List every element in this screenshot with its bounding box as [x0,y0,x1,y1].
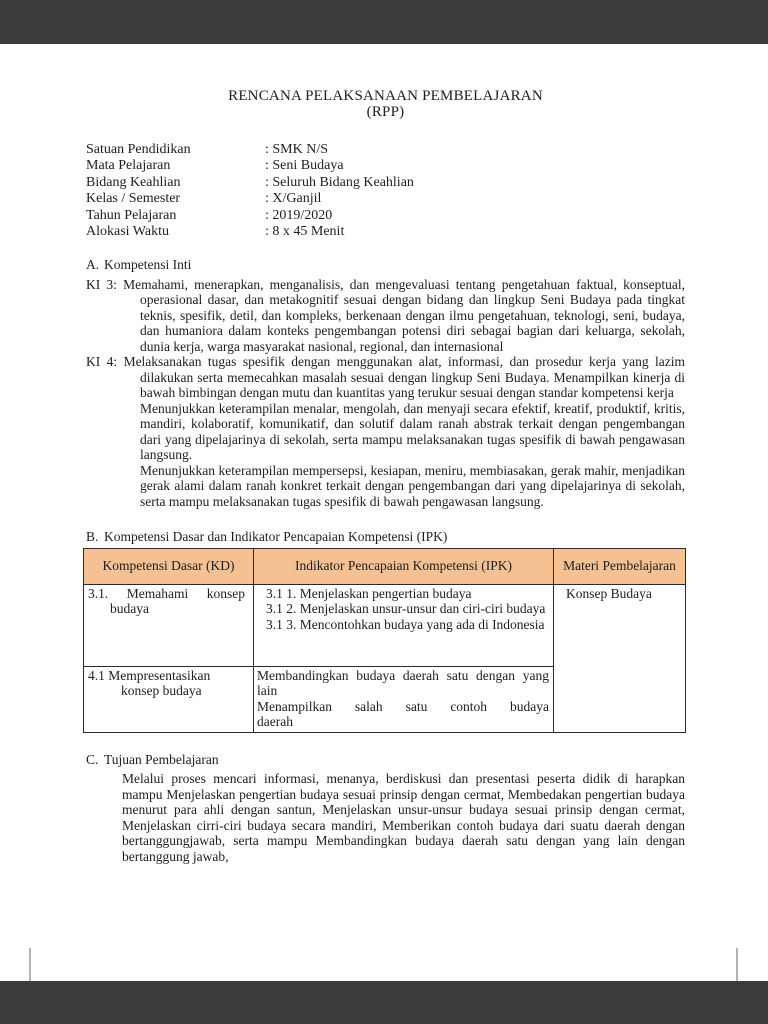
document-page [86,88,685,864]
kd-cell-1 [84,584,254,666]
ipk-number: 3.1 1. [266,585,297,601]
ki4-paragraph-1 [86,354,685,401]
ipk-number: 3.1 3. [266,616,297,632]
meta-row [86,158,685,174]
kd-number: 4.1 [88,667,105,683]
kd-cell-2 [84,666,254,732]
section-letter: A. [86,257,100,273]
section-title: Tujuan Pembelajaran [104,751,219,767]
kd-number: 3.1. [88,585,109,601]
ipk-text: Menjelaskan unsur-unsur dan ciri-ciri budaya [299,601,546,617]
ipk-paragraph: Membandingkan budaya daerah satu dengan yang lain [257,667,549,699]
meta-label: Kelas / Semester [86,191,181,207]
meta-value: 8 x 45 Menit [272,224,345,240]
meta-row [86,191,685,207]
meta-label: Bidang Keahlian [86,174,181,190]
ki4-paragraph-3: Menunjukkan keterampilan mempersepsi, kesiapan, meniru, membiasakan, gerak mahir, menjadikan gerak alami dalam ranah konkret terkait dengan pengembangan dari yang dipelajarinya di sekolah, serta mampu melaksanakan tugas spesifik di bawah pengawasan langsung. [140,462,685,509]
ki3-text: Memahami, menerapkan, menganalisis, dan mengevaluasi tentang pengetahuan faktual, konseptual, operasional dasar, dan metakognitif sesuai dengan bidang dan lingkup Seni Budaya pada tingkat teknis, spesifik, detil, dan kompleks, berkenaan dengan ilmu pengetahuan, teknologi, seni, budaya, dan humaniora dalam konteks pengembangan potensi diri sebagai bagian dari keluarga, sekolah, dunia kerja, warga masyarakat nasional, regional, dan internasional [123,276,686,354]
meta-row [86,224,685,240]
meta-label: Satuan Pendidikan [86,142,191,157]
ki4-text-1: Melaksanakan tugas spesifik dengan menggunakan alat, informasi, dan prosedur kerja yang lazim dilakukan serta memecahkan masalah sesuai dengan lingkup Seni Budaya. Menampilkan kinerja di bawah bimbingan dengan mutu dan kuantitas yang terukur sesuai dengan standar kompetensi kerja [123,354,686,401]
tujuan-paragraph: Melalui proses mencari informasi, menanya, berdiskusi dan presentasi peserta didik di harapkan mampu Menjelaskan pengertian budaya sesuai prinsip dengan cermat, Membedakan pengertian budaya menurut para ahli dengan santun, Menjelaskan unsur-unsur budaya sesuai prinsip dengan cermat, Menjelaskan cirri-ciri budaya secara mandiri, Memberikan contoh budaya dari suatu daerah dengan bertanggungjawab, serta mampu Membandingkan budaya daerah satu dengan yang lain dengan bertanggung jawab, [122,771,685,864]
meta-colon: : [265,158,269,174]
meta-value: Seluruh Bidang Keahlian [272,174,414,190]
ki4-label: KI 4: [86,354,118,370]
header-ipk: Indikator Pencapaian Kompetensi (IPK) [254,548,554,584]
section-letter: C. [86,751,99,767]
section-b-heading [86,529,685,545]
page-title: RENCANA PELAKSANAAN PEMBELAJARAN [228,88,543,104]
meta-colon: : [265,191,269,207]
section-letter: B. [86,529,99,545]
header-kd: Kompetensi Dasar (KD) [84,548,254,584]
meta-value: Seni Budaya [272,158,344,174]
meta-label: Mata Pelajaran [86,158,171,174]
kd-text: Memahami konsep budaya [110,585,246,617]
section-title: Kompetensi Dasar dan Indikator Pencapaian Kompetensi (IPK) [104,529,448,545]
table-header-row [84,548,686,584]
meta-row [86,208,685,224]
table-row [84,584,686,666]
section-title: Kompetensi Inti [104,257,192,273]
kd-text: Mempresentasikan konsep budaya [108,667,211,699]
ipk-number: 3.1 2. [266,601,297,617]
ki3-label: KI 3: [86,276,117,292]
section-c-heading [86,752,685,768]
ipk-paragraph: Menampilkan salah satu contoh budaya daerah [257,698,549,730]
ipk-text: Mencontohkan budaya yang ada di Indonesia [299,616,545,632]
viewer-top-band [0,0,768,44]
meta-value: X/Ganjil [272,191,322,207]
meta-value: 2019/2020 [272,207,333,223]
ipk-cell-2 [254,666,554,732]
meta-row [86,142,685,158]
page-edge-line-right [736,948,738,981]
ki4-paragraph-2: Menunjukkan keterampilan menalar, mengolah, dan menyaji secara efektif, kreatif, produktif, kritis, mandiri, kolaboratif, komunikatif, dan solutif dalam ranah abstrak terkait dengan pengembangan dari yang dipelajarinya di sekolah, serta mampu melaksanakan tugas spesifik di bawah pengawasan langsung. [140,400,685,463]
meta-colon: : [265,207,269,223]
ki3-paragraph [86,277,685,355]
page-edge-line-left [29,948,31,981]
meta-colon: : [265,174,269,190]
materi-cell: Konsep Budaya [554,584,686,732]
page-subtitle: (RPP) [366,104,405,120]
meta-label: Alokasi Waktu [86,224,169,240]
kd-ipk-table [83,548,686,733]
meta-colon: : [265,142,269,157]
meta-value: SMK N/S [272,142,329,157]
meta-colon: : [265,224,269,240]
ipk-text: Menjelaskan pengertian budaya [299,585,472,601]
ipk-cell-1 [254,584,554,666]
meta-row [86,175,685,191]
meta-label: Tahun Pelajaran [86,207,177,223]
header-materi: Materi Pembelajaran [554,548,686,584]
viewer-bottom-band [0,981,768,1024]
document-title-block [86,88,685,120]
section-a-heading [86,257,685,273]
document-meta [86,142,685,240]
